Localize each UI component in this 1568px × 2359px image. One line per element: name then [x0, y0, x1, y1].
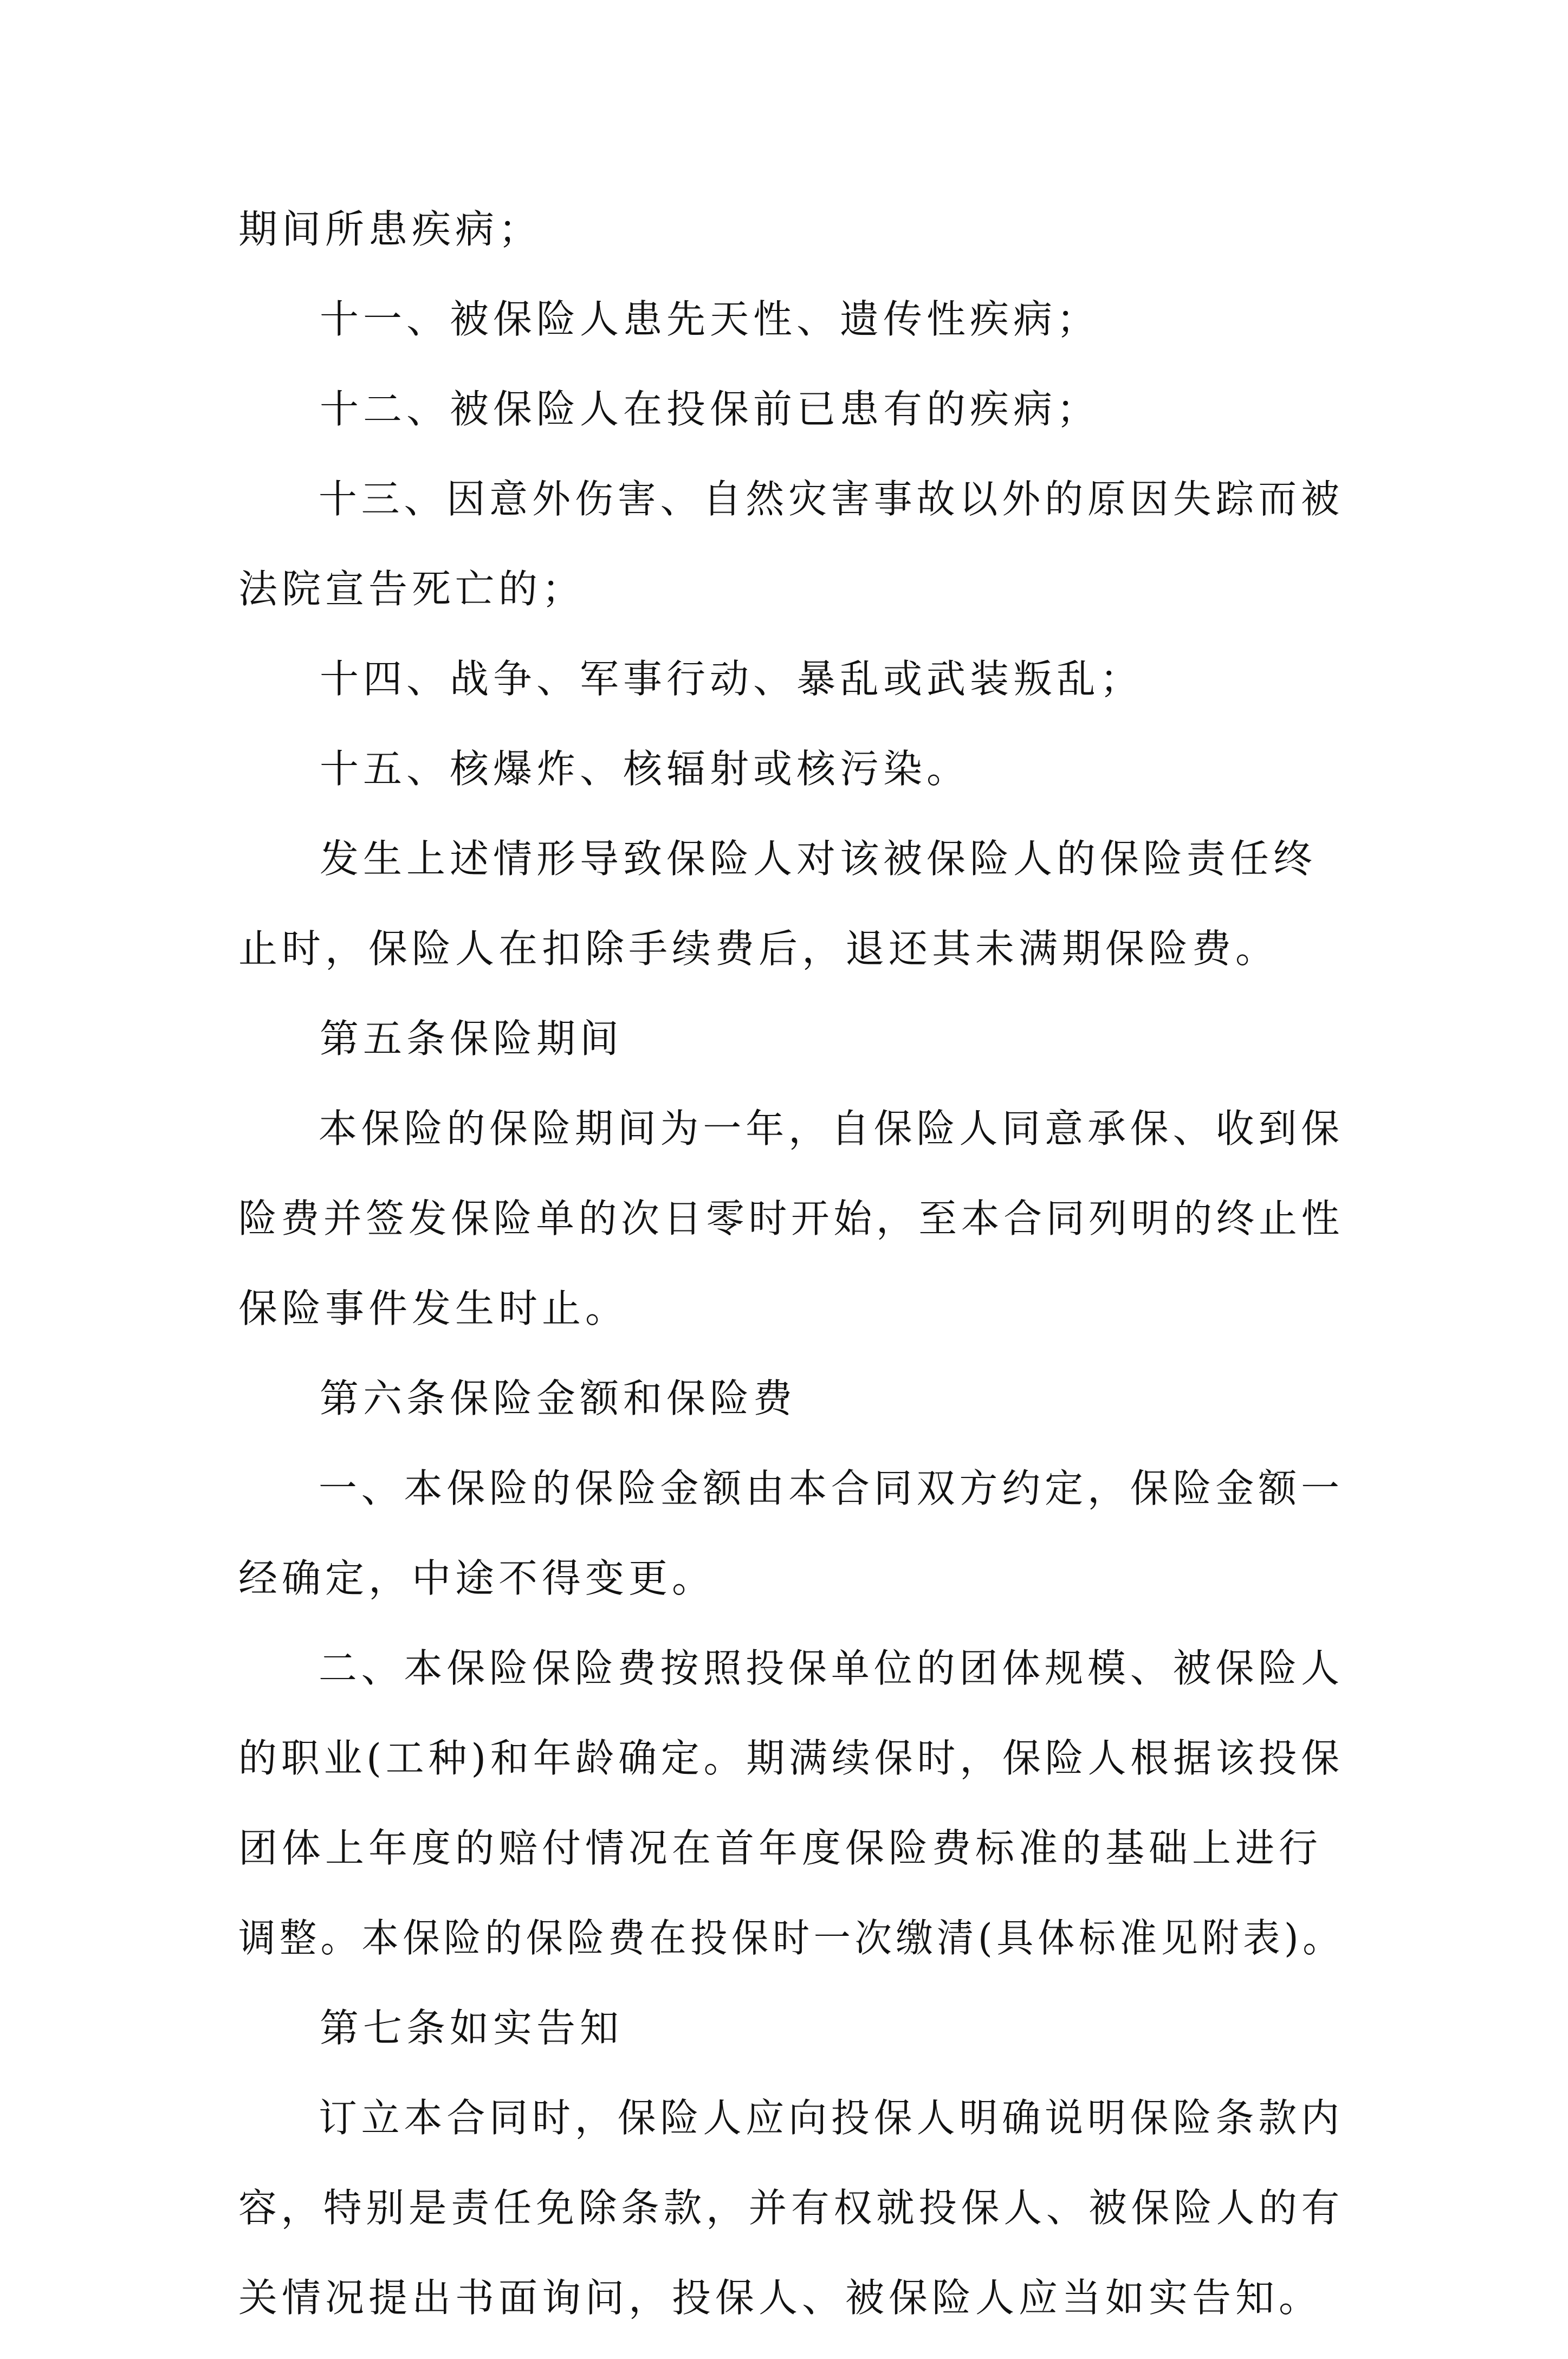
- text-line: 容，特别是责任免除条款，并有权就投保人、被保险人的有: [238, 2185, 1344, 2231]
- text-line: 十三、因意外伤害、自然灾害事故以外的原因失踪而被: [318, 476, 1344, 522]
- text-line: 二、本保险保险费按照投保单位的团体规模、被保险人: [318, 1645, 1344, 1691]
- text-line: 保险事件发生时止。: [238, 1286, 629, 1331]
- text-line: 十五、核爆炸、核辐射或核污染。: [320, 746, 970, 792]
- text-line: 期间所患疾病；: [238, 206, 542, 252]
- text-line: 险费并签发保险单的次日零时开始，至本合同列明的终止性: [238, 1196, 1344, 1241]
- text-line: 本保险的保险期间为一年，自保险人同意承保、收到保: [318, 1106, 1344, 1151]
- text-line: 关情况提出书面询问，投保人、被保险人应当如实告知。: [238, 2275, 1323, 2321]
- text-line: 十二、被保险人在投保前已患有的疾病；: [320, 386, 1100, 432]
- section-heading: 第七条如实告知: [320, 2005, 624, 2051]
- text-line: 止时，保险人在扣除手续费后，退还其未满期保险费。: [238, 926, 1279, 971]
- section-heading: 第五条保险期间: [320, 1016, 624, 1061]
- text-line: 发生上述情形导致保险人对该被保险人的保险责任终: [320, 836, 1317, 882]
- section-heading: 第六条保险金额和保险费: [320, 1376, 797, 1421]
- document-body: [238, 200, 1344, 2359]
- text-line: 经确定，中途不得变更。: [238, 1556, 716, 1601]
- text-line: 团体上年度的赔付情况在首年度保险费标准的基础上进行: [238, 1825, 1323, 1871]
- text-line: 订立本合同时，保险人应向投保人明确说明保险条款内: [318, 2095, 1344, 2141]
- text-line: 十一、被保险人患先天性、遗传性疾病；: [320, 296, 1100, 342]
- text-line: 法院宣告死亡的；: [238, 566, 586, 612]
- text-line: 的职业(工种)和年龄确定。期满续保时，保险人根据该投保: [238, 1735, 1344, 1781]
- text-line: 一、本保险的保险金额由本合同双方约定，保险金额一: [318, 1466, 1344, 1511]
- text-line: 十四、战争、军事行动、暴乱或武装叛乱；: [320, 656, 1144, 702]
- text-line: 调整。本保险的保险费在投保时一次缴清(具体标准见附表)。: [238, 1915, 1344, 1961]
